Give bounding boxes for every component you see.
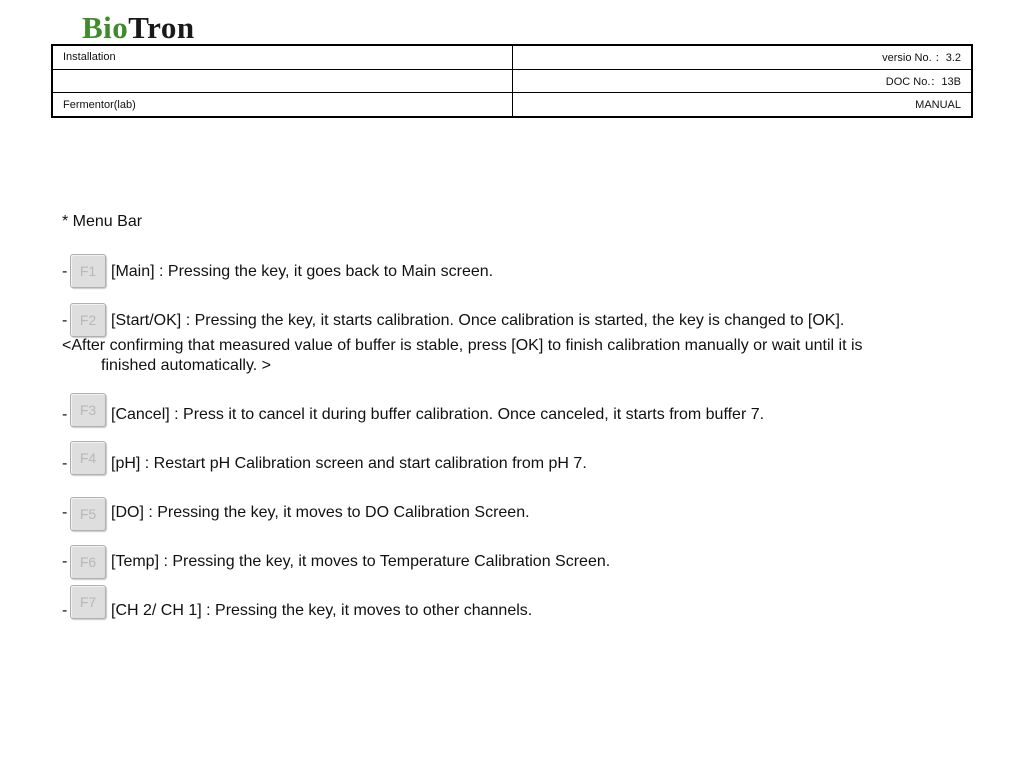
header-empty-cell (52, 69, 512, 93)
f3-key-button[interactable]: F3 (70, 393, 106, 427)
f7-key-button[interactable]: F7 (70, 585, 106, 619)
calibration-note (62, 336, 942, 376)
bullet-dash: - (62, 312, 68, 329)
document-header-table (51, 44, 973, 118)
bullet-dash: - (62, 504, 68, 521)
f3-description: [Cancel] : Press it to cancel it during buffer calibration. Once canceled, it starts from buffer 7. (111, 406, 765, 423)
f4-key-button[interactable]: F4 (70, 441, 106, 475)
f6-description: [Temp] : Pressing the key, it moves to Temperature Calibration Screen. (111, 553, 611, 570)
f4-description: [pH] : Restart pH Calibration screen and start calibration from pH 7. (111, 455, 587, 472)
f1-key-button[interactable]: F1 (70, 254, 106, 288)
f1-description: [Main] : Pressing the key, it goes back to Main screen. (111, 263, 494, 280)
header-product-name: Fermentor(lab) (52, 93, 512, 117)
f5-key-button[interactable]: F5 (70, 497, 106, 531)
header-section-label: Installation (52, 45, 512, 69)
menu-bar-heading: * Menu Bar (62, 213, 143, 230)
logo-bio-text: Bio (82, 10, 129, 45)
bullet-dash: - (62, 406, 68, 423)
f2-key-button[interactable]: F2 (70, 303, 106, 337)
bullet-dash: - (62, 602, 68, 619)
bullet-dash: - (62, 263, 68, 280)
logo-tron-text: Tron (128, 10, 195, 45)
biotron-logo (82, 10, 195, 46)
f5-description: [DO] : Pressing the key, it moves to DO Calibration Screen. (111, 504, 530, 521)
f2-description: [Start/OK] : Pressing the key, it starts calibration. Once calibration is started, the key is changed to [OK]. (111, 312, 845, 329)
note-line-2: finished automatically. > (101, 357, 272, 374)
header-doc-type: MANUAL (512, 93, 972, 117)
header-version-number: versio No. ：3.2 (512, 45, 972, 69)
f7-description: [CH 2/ CH 1] : Pressing the key, it moves to other channels. (111, 602, 533, 619)
header-doc-number: DOC No.：13B (512, 69, 972, 93)
bullet-dash: - (62, 553, 68, 570)
bullet-dash: - (62, 455, 68, 472)
note-line-1: <After confirming that measured value of buffer is stable, press [OK] to finish calibration manually or wait until it is (62, 337, 863, 354)
f6-key-button[interactable]: F6 (70, 545, 106, 579)
